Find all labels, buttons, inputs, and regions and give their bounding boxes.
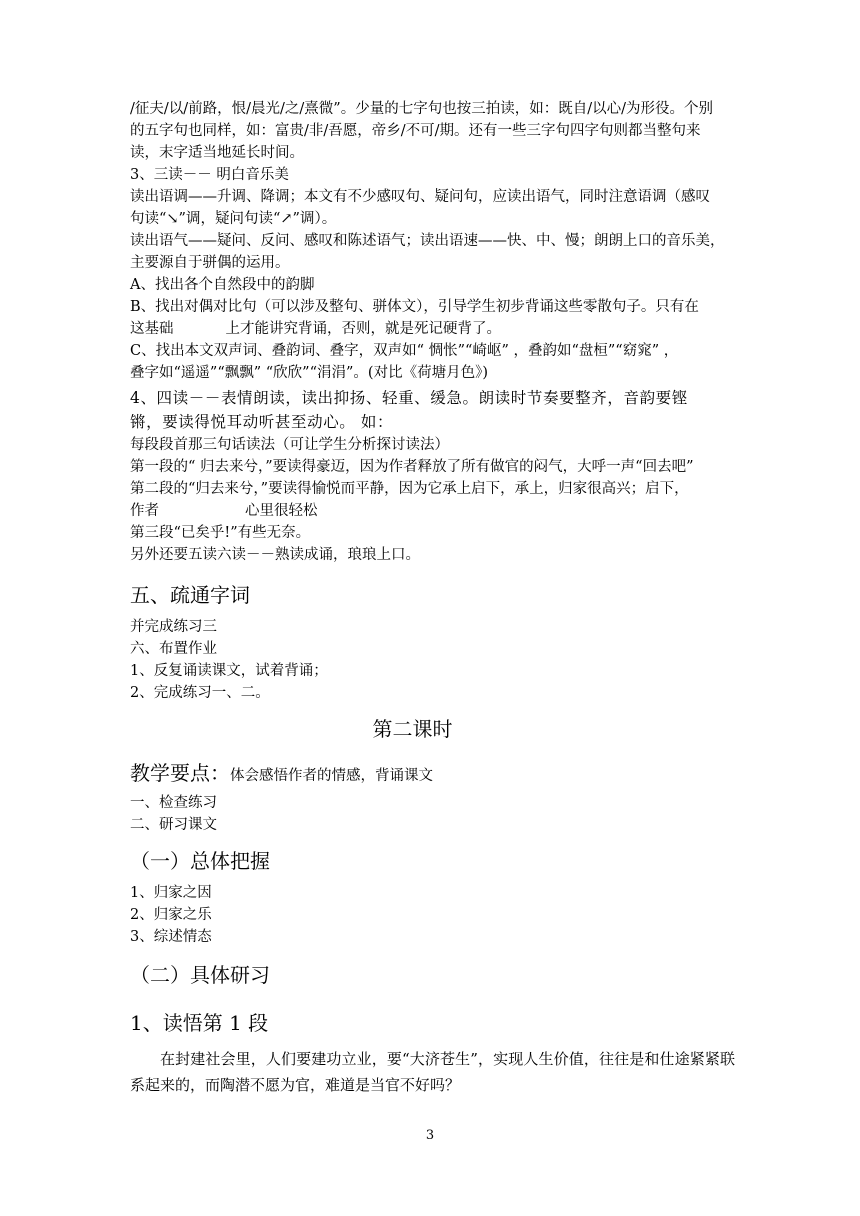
page-number: 3	[425, 1128, 435, 1143]
text-line: 二、研习课文	[130, 817, 217, 833]
text-line: 4、四读－－表情朗读，读出抑扬、轻重、缓急。朗读时节奏要整齐，音韵要铿	[130, 389, 688, 407]
text-line: 并完成练习三	[130, 619, 217, 635]
text-fragment: 作者	[130, 503, 159, 519]
section-lines	[130, 616, 735, 704]
section-heading: （二）具体研习	[130, 963, 270, 987]
text-line: 每段段首那三句话读法（可让学生分析探讨读法）	[130, 437, 449, 453]
text-line: 句读“↘”调，疑问句读“↗”调）。	[130, 211, 337, 227]
text-line: 3、三读－－ 明白音乐美	[130, 167, 289, 183]
text-line: 第三段“已矣乎!”有些无奈。	[130, 525, 311, 541]
text-line: 一、检查练习	[130, 795, 217, 811]
key-points	[130, 758, 735, 788]
text-line: /征夫/以/前路，恨/晨光/之/熹微”。少量的七字句也按三拍读，如：既自/以心/为形役。个别	[130, 101, 713, 117]
text-line: 1、归家之因	[130, 885, 212, 901]
document-page	[130, 98, 735, 1098]
text-line: 2、归家之乐	[130, 907, 212, 923]
text-line: 的五字句也同样，如：富贵/非/吾愿，帝乡/不可/期。还有一些三字句四字句则都当整句来	[130, 123, 701, 139]
reading-guide-lines	[130, 98, 735, 318]
text-fragment: 心里很轻松	[245, 503, 318, 519]
section-heading: （一）总体把握	[130, 849, 270, 873]
text-fragment: 这基础	[130, 321, 174, 337]
text-line: 锵，要读得悦耳动听甚至动心。 如：	[130, 413, 394, 431]
text-fragment: 上才能讲究背诵，否则，就是死记硬背了。	[225, 321, 501, 337]
text-line: 叠字如“遥遥”“飘飘” “欣欣”“涓涓”。(对比《荷塘月色》)	[130, 365, 488, 381]
section-heading: 1、读悟第 1 段	[130, 1011, 269, 1035]
text-line	[130, 500, 735, 522]
overall-lines	[130, 882, 735, 948]
text-line: 主要源自于骈偶的运用。	[130, 255, 290, 271]
lesson-title: 第二课时	[372, 717, 453, 741]
text-line: 2、完成练习一、二。	[130, 685, 270, 701]
text-line: A、找出各个自然段中的韵脚	[130, 277, 315, 293]
text-line	[130, 318, 735, 340]
key-text: 体会感悟作者的情感，背诵课文	[230, 768, 433, 784]
text-line: 读出语气——疑问、反问、感叹和陈述语气；读出语速——快、中、慢；朗朗上口的音乐美，	[130, 233, 725, 249]
step-lines	[130, 792, 735, 836]
text-line: B、找出对偶对比句（可以涉及整句、骈体文），引导学生初步背诵这些零散句子。只有在	[130, 299, 699, 315]
text-line: 1、反复诵读课文，试着背诵；	[130, 663, 328, 679]
key-label: 教学要点：	[130, 761, 230, 785]
text-line: 读，末字适当地延长时间。	[130, 145, 304, 161]
text-line: 六、布置作业	[130, 641, 217, 657]
text-line: 第二段的“归去来兮，”要读得愉悦而平静，因为它承上启下，承上，归家很高兴；启下，	[130, 481, 689, 497]
text-line: 另外还要五读六读－－熟读成诵，琅琅上口。	[130, 547, 420, 563]
section-heading: 五、疏通字词	[130, 583, 250, 607]
text-line: 读出语调——升调、降调；本文有不少感叹句、疑问句，应读出语气，同时注意语调（感叹	[130, 189, 710, 205]
text-line: 3、综述情态	[130, 929, 212, 945]
text-line: C、找出本文双声词、叠韵词、叠字，双声如“ 惆怅”“崎岖” ，叠韵如“盘桓”“窈窕” ，	[130, 343, 679, 359]
text-line: 第一段的“ 归去来兮，”要读得豪迈，因为作者释放了所有做官的闷气，大呼一声“回去吧”	[130, 459, 694, 475]
body-paragraph: 在封建社会里，人们要建功立业，要“大济苍生”，实现人生价值，往往是和仕途紧紧联系起来的，而陶潜不愿为官，难道是当官不好吗？	[130, 1050, 735, 1094]
